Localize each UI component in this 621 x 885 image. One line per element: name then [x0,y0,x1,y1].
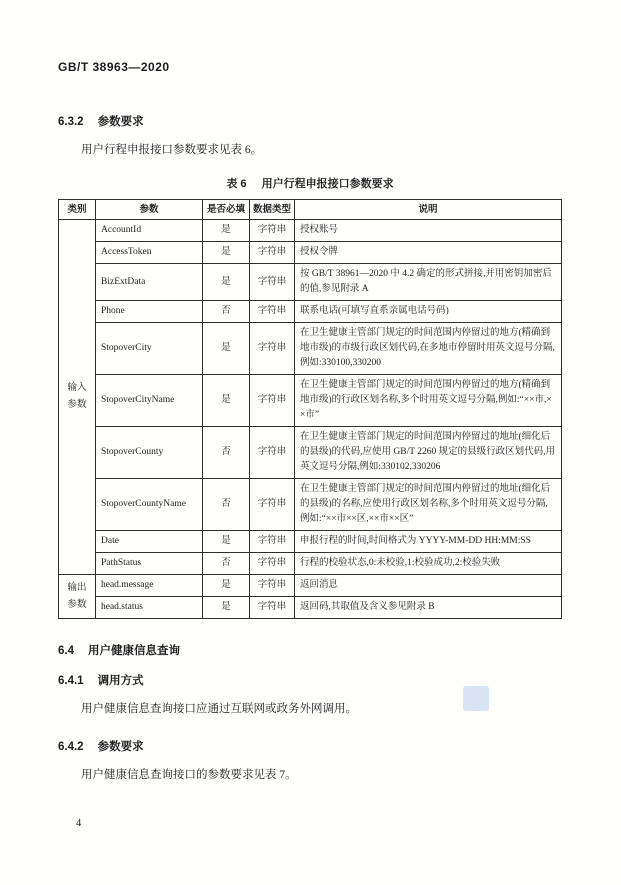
col-header-type: 数据类型 [250,200,295,220]
param-cell: AccessToken [96,242,203,264]
type-cell: 字符串 [250,531,295,553]
section-6-4-2-paragraph: 用户健康信息查询接口的参数要求见表 7。 [81,769,297,781]
section-6-4-1-paragraph: 用户健康信息查询接口应通过互联网或政务外网调用。 [81,703,357,715]
category-cell: 输入参数 [59,220,96,575]
type-cell: 字符串 [250,301,295,323]
description-cell: 返回消息 [295,575,562,597]
table6-caption-number: 表 6 [226,178,247,190]
description-cell: 在卫生健康主管部门规定的时间范围内停留过的地址(细化后的县级)的名称,应使用行政区划名称,多个时用英文逗号分隔,例如:“××市××区,××市××区” [295,479,562,531]
param-cell: Phone [96,301,203,323]
col-header-param: 参数 [96,200,203,220]
section-heading-6-4 [58,642,562,658]
table-row [59,301,562,323]
required-cell: 是 [203,575,250,597]
type-cell: 字符串 [250,220,295,242]
required-cell: 是 [203,242,250,264]
description-cell: 按 GB/T 38961—2020 中 4.2 确定的形式拼接,并用密钥加密后的值,参见附录 A [295,264,562,301]
table6-header-row [59,200,562,220]
standard-number-header: GB/T 38963—2020 [58,60,170,74]
required-cell: 是 [203,531,250,553]
col-header-required: 是否必填 [203,200,250,220]
watermark-badge [463,686,489,711]
description-cell: 授权账号 [295,220,562,242]
type-cell: 字符串 [250,264,295,301]
section-number: 6.4.2 [58,741,84,753]
table6-parameters [58,199,562,619]
required-cell: 否 [203,301,250,323]
table6-caption-title: 用户行程申报接口参数要求 [261,178,394,190]
param-cell: StopoverCity [96,323,203,375]
required-cell: 是 [203,375,250,427]
type-cell: 字符串 [250,597,295,619]
description-cell: 申报行程的时间,时间格式为 YYYY-MM-DD HH:MM:SS [295,531,562,553]
section-title: 参数要求 [97,116,144,128]
section-title: 调用方式 [97,675,144,687]
description-cell: 在卫生健康主管部门规定的时间范围内停留过的地址(细化后的县级)的代码,应使用 GB/T 2260 规定的县级行政区划代码,用英文逗号分隔,例如:330102,330206 [295,427,562,479]
description-cell: 授权令牌 [295,242,562,264]
page-number: 4 [76,818,82,829]
section-title: 参数要求 [97,741,144,753]
section-number: 6.4.1 [58,675,84,687]
type-cell: 字符串 [250,375,295,427]
section-number: 6.3.2 [58,116,84,128]
section-number: 6.4 [58,645,74,657]
type-cell: 字符串 [250,575,295,597]
description-cell: 返回码,其取值及含义参见附录 B [295,597,562,619]
type-cell: 字符串 [250,242,295,264]
param-cell: StopoverCityName [96,375,203,427]
required-cell: 是 [203,220,250,242]
table6-caption [58,175,562,191]
table-row [59,375,562,427]
required-cell: 否 [203,553,250,575]
section-heading-6-4-2 [58,738,562,754]
category-cell: 输出参数 [59,575,96,619]
type-cell: 字符串 [250,427,295,479]
section-6-3-2-paragraph: 用户行程申报接口参数要求见表 6。 [81,144,263,156]
param-cell: Date [96,531,203,553]
description-cell: 在卫生健康主管部门规定的时间范围内停留过的地方(精确到地市级)的市级行政区划代码,在多地市停留时用英文逗号分隔,例如:330100,330200 [295,323,562,375]
section-title: 用户健康信息查询 [88,645,180,657]
description-cell: 联系电话(可填写直系亲属电话号码) [295,301,562,323]
param-cell: StopoverCountyName [96,479,203,531]
required-cell: 否 [203,479,250,531]
required-cell: 是 [203,323,250,375]
table-row [59,242,562,264]
param-cell: StopoverCounty [96,427,203,479]
table-row [59,264,562,301]
section-heading-6-3-2 [58,113,562,129]
required-cell: 是 [203,597,250,619]
required-cell: 是 [203,264,250,301]
param-cell: head.status [96,597,203,619]
type-cell: 字符串 [250,553,295,575]
table-row [59,427,562,479]
table-row [59,597,562,619]
col-header-desc: 说明 [295,200,562,220]
type-cell: 字符串 [250,323,295,375]
description-cell: 在卫生健康主管部门规定的时间范围内停留过的地方(精确到地市级)的行政区划名称,多个时用英文逗号分隔,例如:“××市,××市” [295,375,562,427]
description-cell: 行程的校验状态,0:未校验,1:校验成功,2:校验失败 [295,553,562,575]
table-row [59,575,562,597]
table-row [59,531,562,553]
table-row [59,553,562,575]
required-cell: 否 [203,427,250,479]
col-header-category: 类别 [59,200,96,220]
table-row [59,220,562,242]
param-cell: AccountId [96,220,203,242]
param-cell: PathStatus [96,553,203,575]
type-cell: 字符串 [250,479,295,531]
param-cell: BizExtData [96,264,203,301]
param-cell: head.message [96,575,203,597]
table-row [59,479,562,531]
table-row [59,323,562,375]
